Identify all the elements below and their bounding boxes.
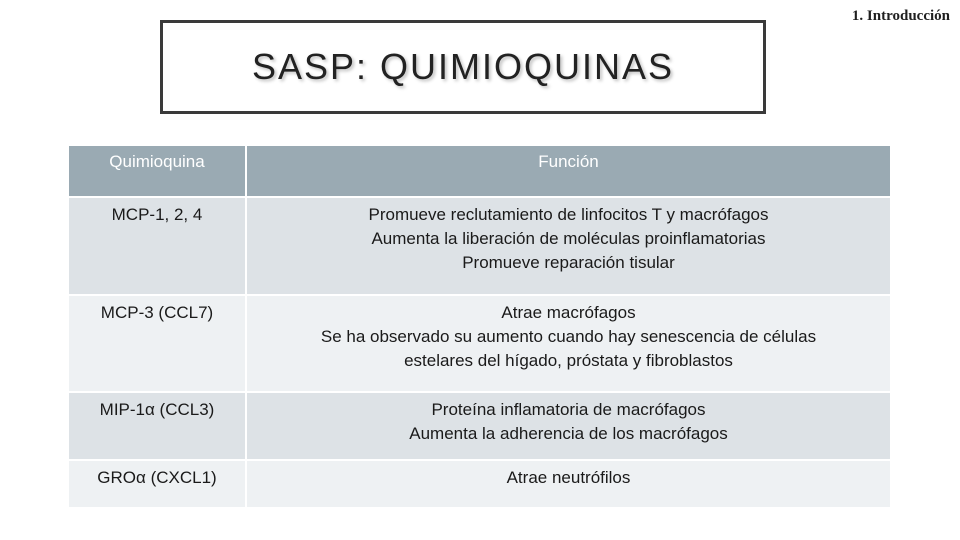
- row-function: Atrae neutrófilos: [246, 460, 891, 508]
- table-row: [68, 295, 891, 392]
- slide-title: SASP: QUIMIOQUINAS: [251, 46, 675, 87]
- row-name: MCP-1, 2, 4: [68, 197, 246, 295]
- table-row: [68, 460, 891, 508]
- header-function: Función: [246, 145, 891, 197]
- table-row: [68, 197, 891, 295]
- title-box: [160, 20, 766, 114]
- table-header-row: [68, 145, 891, 197]
- row-name: GROα (CXCL1): [68, 460, 246, 508]
- row-name: MCP-3 (CCL7): [68, 295, 246, 392]
- header-chemokine: Quimioquina: [68, 145, 246, 197]
- row-name: MIP-1α (CCL3): [68, 392, 246, 460]
- row-function: Promueve reclutamiento de linfocitos T y macrófagos Aumenta la liberación de moléculas proinflamatorias Promueve reparación tisular: [246, 197, 891, 295]
- row-function: Atrae macrófagos Se ha observado su aumento cuando hay senescencia de células estelares del hígado, próstata y fibroblastos: [246, 295, 891, 392]
- row-function: Proteína inflamatoria de macrófagos Aumenta la adherencia de los macrófagos: [246, 392, 891, 460]
- chemokine-table: [67, 144, 892, 509]
- section-label: 1. Introducción: [851, 8, 950, 24]
- table-row: [68, 392, 891, 460]
